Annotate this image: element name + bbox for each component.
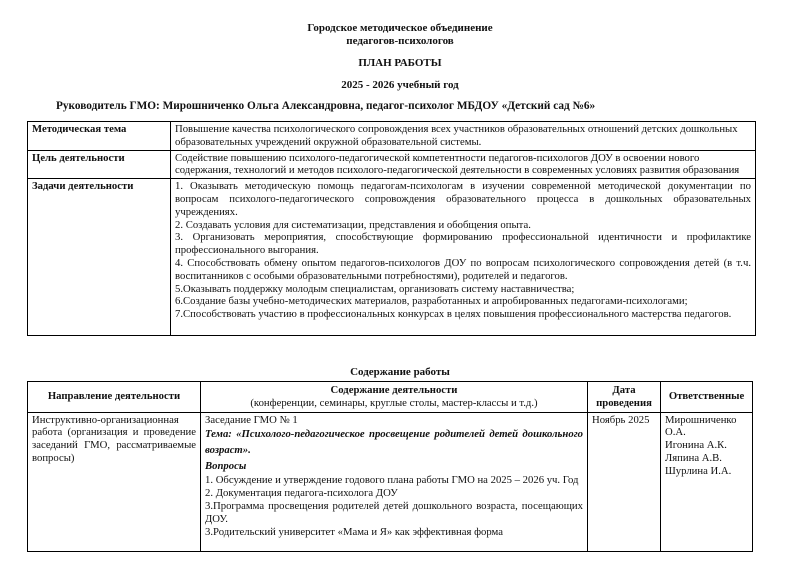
col-header-content-subtitle: (конференции, семинары, круглые столы, мастер-классы и т.д.) [250,396,538,409]
info-row-goal [28,150,756,179]
task-item: 4. Способствовать обмену опытом педагогов-психологов ДОУ по вопросам психологического сопровождения детей (в т.ч. воспитанников с особыми образовательными потребностями), родителей и педагогов. [175,256,751,282]
question-item: 2. Документация педагога-психолога ДОУ [205,487,398,500]
org-title-line1: Городское методическое объединение [307,22,493,34]
col-header-responsible: Ответственные [661,382,753,413]
info-row-theme [28,122,756,151]
table-header-row [28,382,753,413]
task-item: 1. Оказывать методическую помощь педагогам-психологам в изучении современной методической документации по вопросам психолого-педагогического сопровождения образовательного процесса в дошкольных образовательных учреждениях. [175,180,751,218]
question-item: 3.Родительский университет «Мама и Я» как эффективная форма [205,525,503,538]
col-header-content-title: Содержание деятельности [330,384,458,396]
meeting-theme: Тема: «Психолого-педагогическое просвещение родителей детей дошкольного возраст». [205,428,583,457]
info-table [27,121,756,336]
task-item: 5.Оказывать поддержку молодым специалистам, организовать систему наставничества; [175,282,575,295]
info-value: Повышение качества психологического сопровождения всех участников образовательных отношений детских дошкольных образовательных учреждений окружной образовательной системы. [171,122,756,151]
section-title: Содержание работы [350,366,450,378]
task-item: 3. Организовать мероприятия, способствующие формированию профессиональной идентичности и профилактике профессионального выгорания. [175,231,751,257]
col-header-content [201,382,588,413]
task-item: 7.Способствовать участию в профессиональных конкурсах в целях повышения профессионального мастерства педагогов. [175,308,732,321]
info-value: Содействие повышению психолого-педагогической компетентности педагогов-психологов ДОУ в освоении нового содержания, технологий и методов психолого-педагогической деятельности в современных условиях развития образования [171,150,756,179]
question-item: 3.Программа просвещения родителей детей дошкольного возраста, посещающих ДОУ. [205,499,583,525]
info-label: Задачи деятельности [28,179,171,336]
responsible-person: Ляпина А.В. [665,451,722,464]
info-row-tasks [28,179,756,336]
academic-year: 2025 - 2026 учебный год [341,79,459,91]
document-title: ПЛАН РАБОТЫ [358,57,442,69]
org-title-line2: педагогов-психологов [346,35,454,47]
responsible-cell [661,412,753,551]
meeting-title: Заседание ГМО № 1 [205,413,298,426]
task-item: 6.Создание базы учебно-методических материалов, разработанных и апробированных педагогами-психологами; [175,295,688,308]
question-item: 1. Обсуждение и утверждение годового плана работы ГМО на 2025 – 2026 уч. Год [205,474,579,487]
direction-cell: Инструктивно-организационная работа (организация и проведение заседаний ГМО, рассматриваемые вопросы) [28,412,201,551]
tasks-list [171,179,756,336]
responsible-person: Игонина А.К. [665,439,727,452]
table-row [28,412,753,551]
info-label: Цель деятельности [28,150,171,179]
content-cell [201,412,588,551]
col-header-date: Дата проведения [588,382,661,413]
date-cell: Ноябрь 2025 [588,412,661,551]
responsible-person: Мирошниченко О.А. [665,413,737,439]
col-header-direction: Направление деятельности [28,382,201,413]
gmo-leader: Руководитель ГМО: Мирошниченко Ольга Александровна, педагог-психолог МБДОУ «Детский сад №6» [56,100,596,112]
work-content-table [27,381,753,552]
responsible-person: Шурлина И.А. [665,464,732,477]
task-item: 2. Создавать условия для систематизации, представления и обобщения опыта. [175,218,531,231]
questions-label: Вопросы [205,460,247,473]
info-label: Методическая тема [28,122,171,151]
